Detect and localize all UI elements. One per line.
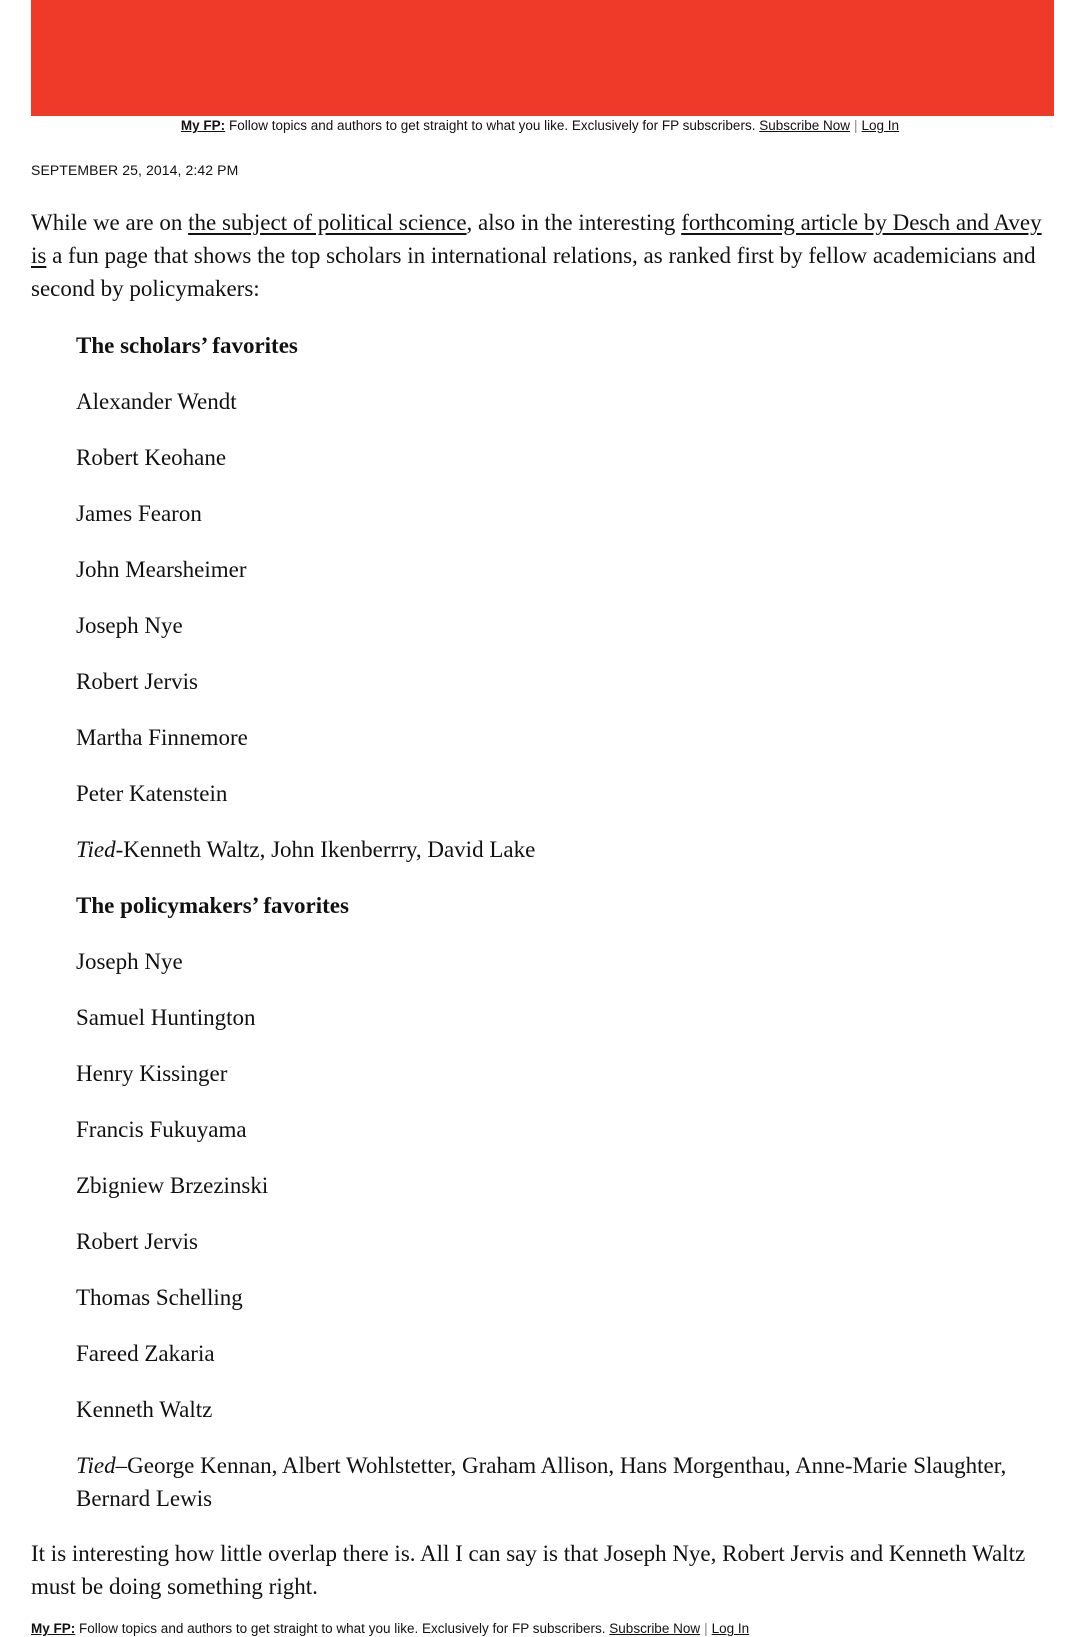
myfp-text: Follow topics and authors to get straight to what you like. Exclusively for FP subscribers. <box>79 1621 606 1636</box>
myfp-separator: | <box>854 118 858 133</box>
scholars-heading: The scholars’ favorites <box>76 333 298 358</box>
scholars-list <box>76 329 1051 1515</box>
article-body <box>31 206 1051 1603</box>
list-item: Robert Jervis <box>76 1229 199 1254</box>
myfp-promo-bar-top <box>0 118 1080 133</box>
intro-paragraph <box>31 206 1051 305</box>
subscribe-now-link[interactable]: Subscribe Now <box>759 118 851 133</box>
myfp-promo-bar-bottom <box>31 1621 749 1636</box>
myfp-text: Follow topics and authors to get straight to what you like. Exclusively for FP subscribers. <box>228 118 756 133</box>
tied-names: -Kenneth Waltz, John Ikenberrry, David Lake <box>115 837 536 862</box>
list-item: Henry Kissinger <box>76 1061 228 1086</box>
list-item: Joseph Nye <box>76 613 183 638</box>
list-item: Francis Fukuyama <box>76 1117 247 1142</box>
list-item: Joseph Nye <box>76 949 183 974</box>
closing-paragraph: It is interesting how little overlap there is. All I can say is that Joseph Nye, Robert Jervis and Kenneth Waltz must be doing something right. <box>31 1541 1026 1599</box>
list-item: Alexander Wendt <box>76 389 237 414</box>
policymakers-heading: The policymakers’ favorites <box>76 893 349 918</box>
tied-label: Tied <box>76 1453 116 1478</box>
political-science-link[interactable]: the subject of political science <box>188 210 467 235</box>
scholars-tied <box>76 833 1051 889</box>
list-item: Zbigniew Brzezinski <box>76 1173 269 1198</box>
list-item: James Fearon <box>76 501 202 526</box>
list-item: John Mearsheimer <box>76 557 247 582</box>
tied-names: –George Kennan, Albert Wohlstetter, Graham Allison, Hans Morgenthau, Anne-Marie Slaughter, Bernard Lewis <box>76 1453 1007 1511</box>
intro-text-1: While we are on <box>31 210 189 235</box>
desch-avey-article-link[interactable]: forthcoming article by Desch and Avey is <box>31 210 1042 268</box>
list-item: Robert Jervis <box>76 669 199 694</box>
list-item: Peter Katenstein <box>76 781 228 806</box>
list-item: Thomas Schelling <box>76 1285 243 1310</box>
list-item: Kenneth Waltz <box>76 1397 213 1422</box>
myfp-label[interactable]: My FP: <box>31 1621 76 1636</box>
myfp-label[interactable]: My FP: <box>180 118 226 133</box>
list-item: Samuel Huntington <box>76 1005 256 1030</box>
myfp-separator: | <box>704 1621 708 1636</box>
list-item: Fareed Zakaria <box>76 1341 215 1366</box>
policymakers-tied <box>76 1449 1051 1515</box>
log-in-link[interactable]: Log In <box>711 1621 750 1636</box>
log-in-link[interactable]: Log In <box>861 118 900 133</box>
article-dateline: SEPTEMBER 25, 2014, 2:42 PM <box>31 162 239 178</box>
header-banner <box>31 0 1054 116</box>
intro-text-2: , also in the interesting <box>466 210 682 235</box>
intro-text-3: a fun page that shows the top scholars in international relations, as ranked first by fellow academicians and second by policymakers: <box>31 243 1036 301</box>
tied-label: Tied <box>76 837 116 862</box>
list-item: Robert Keohane <box>76 445 227 470</box>
subscribe-now-link[interactable]: Subscribe Now <box>609 1621 701 1636</box>
list-item: Martha Finnemore <box>76 725 248 750</box>
